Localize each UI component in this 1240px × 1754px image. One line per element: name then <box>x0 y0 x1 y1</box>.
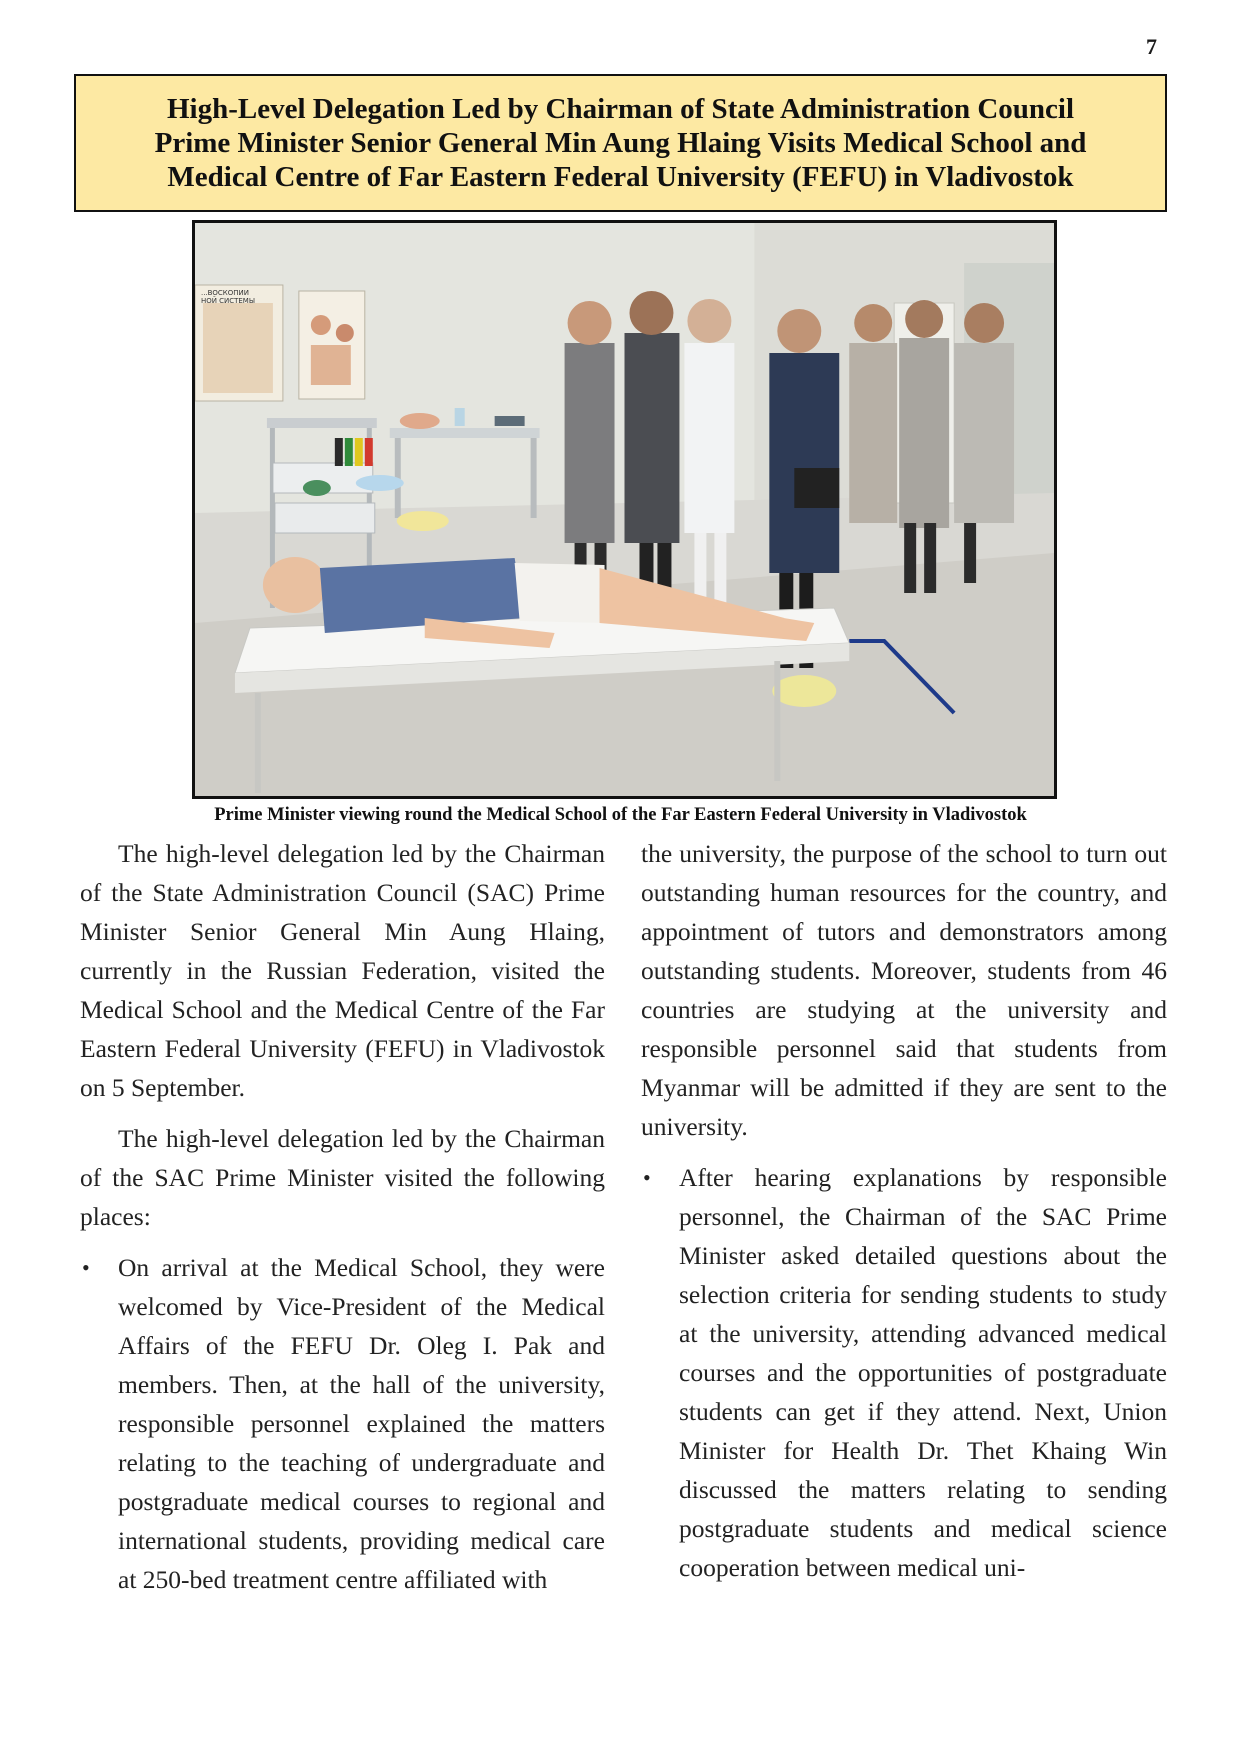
bullet-item-2-text: After hearing explanations by responsible personnel, the Chairman of the SAC Prime Minister asked detailed questions about the selection criteria for sending students to study at the university, attending advanced medical courses and the opportunities of postgraduate students can get if they attend. Next, Union Minister for Health Dr. Thet Khaing Win discussed the matters relating to sending postgraduate students and medical science cooperation between medical uni- <box>679 1163 1167 1582</box>
left-column <box>80 834 605 1611</box>
news-photo <box>192 220 1057 799</box>
page-number: 7 <box>1146 34 1157 59</box>
poster-left-text: ...ВОСКОПИИ НОЙ СИСТЕМЫ <box>200 288 256 306</box>
photo-illustration <box>195 223 1054 796</box>
bullet-icon: • <box>82 1255 90 1280</box>
body-paragraph-1: The high-level delegation led by the Chairman of the State Administration Council (SAC) Prime Minister Senior General Min Aung Hlaing, currently in the Russian Federation, visited the Medical School and the Medical Centre of the Far Eastern Federal University (FEFU) in Vladivostok on 5 September. <box>80 839 605 1102</box>
bullet-icon: • <box>643 1165 651 1190</box>
bullet-item-1 <box>80 1248 605 1599</box>
photo-caption: Prime Minister viewing round the Medical School of the Far Eastern Federal University in Vladivostok <box>214 805 1027 825</box>
body-paragraph-2: The high-level delegation led by the Chairman of the SAC Prime Minister visited the following places: <box>80 1124 605 1231</box>
headline-box <box>74 74 1167 212</box>
bullet-item-2 <box>641 1158 1167 1587</box>
headline-line-2: Prime Minister Senior General Min Aung Hlaing Visits Medical School and <box>154 127 1087 159</box>
body-paragraph-continued: the university, the purpose of the school to turn out outstanding human resources for the country, and appointment of tutors and demonstrators among outstanding students. Moreover, students from 46 countries are studying at the university and responsible personnel said that students from Myanmar will be admitted if they are sent to the university. <box>641 839 1167 1141</box>
bullet-item-1-text: On arrival at the Medical School, they were welcomed by Vice-President of the Medical Affairs of the FEFU Dr. Oleg I. Pak and members. Then, at the hall of the university, responsible personnel explained the matters relating to the teaching of undergraduate and postgraduate medical courses to regional and international students, providing medical care at 250-bed treatment centre affiliated with <box>118 1253 605 1594</box>
right-column <box>641 834 1167 1599</box>
headline-line-1: High-Level Delegation Led by Chairman of State Administration Council <box>166 93 1075 125</box>
headline-line-3: Medical Centre of Far Eastern Federal University (FEFU) in Vladivostok <box>167 161 1074 193</box>
